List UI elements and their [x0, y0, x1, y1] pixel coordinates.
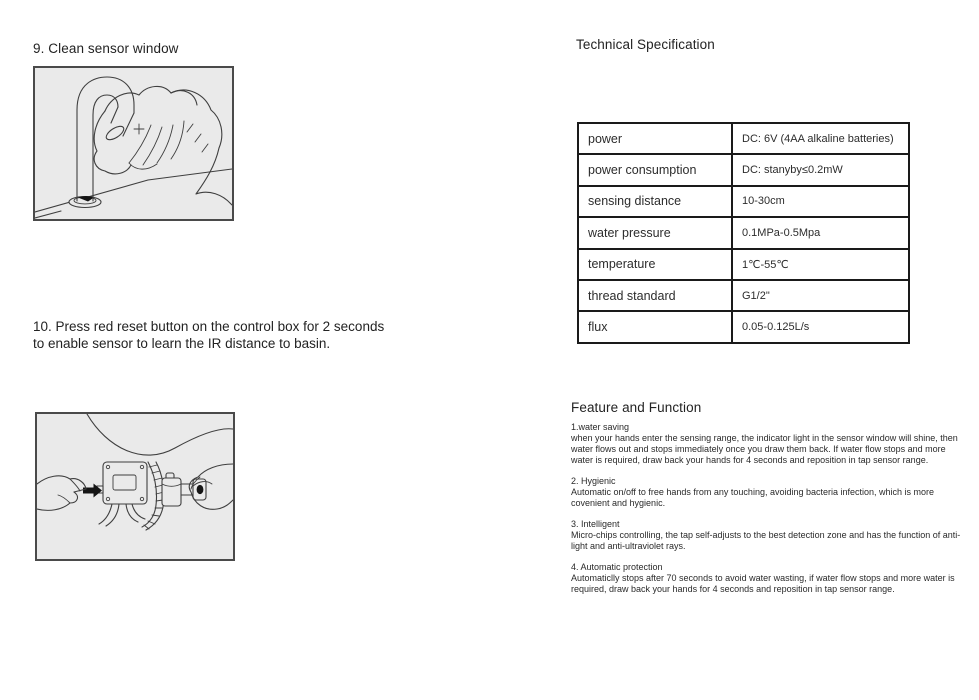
hose-stub-4: [132, 504, 145, 519]
hose-stub-1: [99, 504, 112, 524]
counter-front-line: [35, 211, 61, 218]
spec-value: 1℃-55℃: [732, 249, 909, 280]
feature-body: Automaticlly stops after 70 seconds to avoid water wasting, if water flow stops and more water is required, draw back your hands for 4 seconds and reposition in tap sensor range.: [571, 573, 955, 594]
feature-item: [571, 519, 963, 552]
clean-sensor-figure: [33, 66, 234, 221]
hand-arm-outline: [171, 90, 232, 205]
table-row: [578, 280, 909, 311]
table-row: [578, 249, 909, 280]
feature-body: Micro-chips controlling, the tap self-adjusts to the best detection zone and has the function of anti-light and anti-ultraviolet rays.: [571, 530, 961, 551]
spec-value: DC: stanyby≤0.2mW: [732, 154, 909, 185]
table-row: [578, 154, 909, 185]
spec-label: sensing distance: [578, 186, 732, 217]
spec-value: 10-30cm: [732, 186, 909, 217]
spec-table: [577, 122, 910, 344]
spout-opening: [104, 124, 126, 143]
feature-body: Automatic on/off to free hands from any touching, avoiding bacteria infection, which is more covenient and hygienic.: [571, 487, 935, 508]
spec-label: power: [578, 123, 732, 154]
feature-heading: 2. Hygienic: [571, 476, 616, 486]
shine-dashes: [187, 124, 208, 152]
left-hand-fingers: [37, 492, 77, 510]
feature-item: [571, 422, 963, 466]
spec-value: DC: 6V (4AA alkaline batteries): [732, 123, 909, 154]
spec-value: 0.05-0.125L/s: [732, 311, 909, 342]
spec-value: 0.1MPa-0.5Mpa: [732, 217, 909, 248]
finger-line-3: [157, 125, 173, 163]
filter-cylinder: [162, 478, 181, 506]
feature-item: [571, 476, 963, 509]
spec-value: G1/2": [732, 280, 909, 311]
feature-list: [571, 422, 963, 605]
spec-label: power consumption: [578, 154, 732, 185]
step-9-heading: 9. Clean sensor window: [33, 41, 179, 56]
spec-label: water pressure: [578, 217, 732, 248]
control-box-reset-illustration: [37, 414, 233, 559]
spec-label: temperature: [578, 249, 732, 280]
spec-label: flux: [578, 311, 732, 342]
table-row: [578, 311, 909, 342]
feature-body: when your hands enter the sensing range, the indicator light in the sensor window will shine, then water flows out and stops immediately once you draw them back. If water flow stops and more water is required, draw back your hands for 4 seconds and reposition in tap sensor range.: [571, 433, 958, 465]
finger-tips-line: [129, 163, 157, 169]
counter-edge-line: [35, 169, 232, 212]
tech-spec-title: Technical Specification: [576, 37, 715, 52]
feature-title: Feature and Function: [571, 400, 702, 415]
table-row: [578, 186, 909, 217]
reset-button-figure: [35, 412, 235, 561]
feature-heading: 4. Automatic protection: [571, 562, 663, 572]
table-row: [578, 123, 909, 154]
table-row: [578, 217, 909, 248]
spec-label: thread standard: [578, 280, 732, 311]
fitting-knob: [197, 485, 204, 494]
step-10-text: 10. Press red reset button on the control box for 2 seconds to enable sensor to learn the IR distance to basin.: [33, 319, 385, 351]
faucet-cleaning-illustration: [35, 68, 232, 219]
feature-heading: 3. Intelligent: [571, 519, 620, 529]
feature-item: [571, 562, 963, 595]
basin-curve: [87, 414, 233, 455]
sparkle-plus-icon: [134, 124, 144, 134]
feature-heading: 1.water saving: [571, 422, 630, 432]
